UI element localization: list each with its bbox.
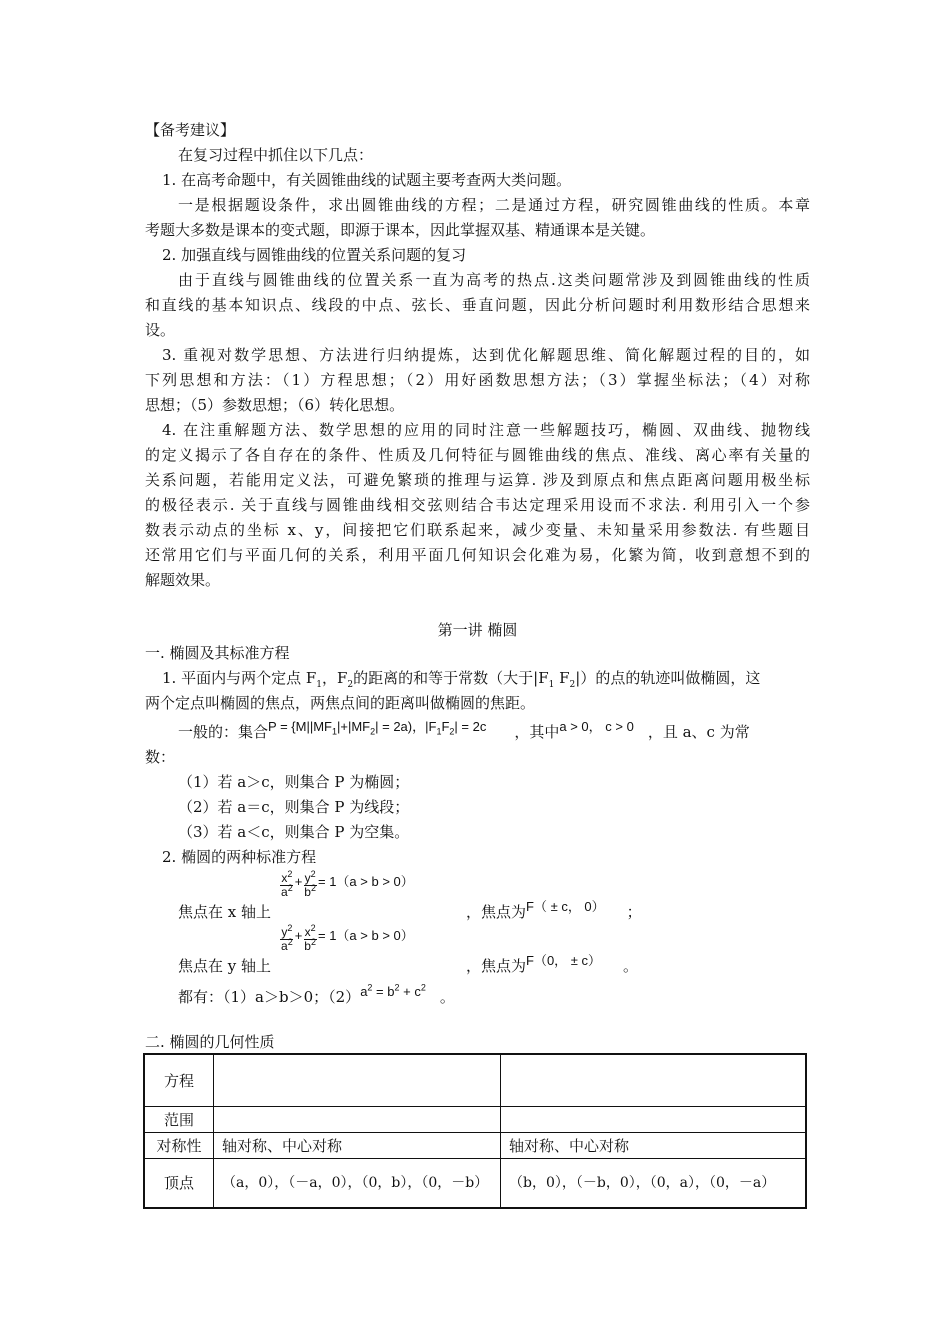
point4-line: 的极径表示. 关于直线与圆锥曲线相交弦则结合韦达定理采用设而不求法. 利用引入一个参 [145,496,810,514]
x-axis-ellipse-equation: $\frac{x^2}{a^2}$ + $\frac{y^2}{b^2}$ $^{= 1(a > b > 0)}$ [281,869,414,899]
condition-formula: a > 0， c > 0 [559,719,634,734]
y-axis-ellipse-equation: $\frac{y^2}{a^2}$ + $\frac{x^2}{b^2}$ $^{= 1(a > b > 0)}$ [281,923,414,953]
part2-heading: 二. 椭圆的几何性质 [145,1033,275,1051]
point3-line: 3. 重视对数学思想、方法进行归纳提炼，达到优化解题思维、简化解题过程的目的，如 [162,346,810,364]
table-cell [214,1106,501,1132]
lecture-title: 第一讲 椭圆 [437,621,518,639]
point4-line: 解题效果。 [145,571,221,589]
section-heading: 【备考建议】 [145,121,236,139]
y-fraction: $\frac{y^2}{b^2}$ [304,869,316,899]
row-label: 方程 [144,1054,214,1106]
point2-body-line: 由于直线与圆锥曲线的位置关系一直为高考的热点.这类问题常涉及到圆锥曲线的性质 [178,271,810,289]
y-axis-focus: ，焦点为F（0， ± c） 。 [466,953,639,975]
point4-line: 数表示动点的坐标 x、y，间接把它们联系起来，减少变量、未知量采用参数法. 有些题目 [145,521,810,539]
row-label: 顶点 [144,1158,214,1208]
table-cell [501,1054,807,1106]
table-cell: （b，0），（－b，0），（0，a），（0，－a） [501,1158,807,1208]
point2-body-line: 和直线的基本知识点、线段的中点、弦长、垂直问题，因此分析问题时利用数形结合思想来 [145,296,810,314]
point2-title: 2. 加强直线与圆锥曲线的位置关系问题的复习 [162,246,467,264]
table-cell [214,1054,501,1106]
ellipse-properties-table [143,1053,807,1209]
general-definition-end: 数： [145,748,176,766]
point4-line: 还常用它们与平面几何的关系，利用平面几何知识会化难为易，化繁为简，收到意想不到的 [145,546,810,564]
point1-title: 1. 在高考命题中，有关圆锥曲线的试题主要考查两大类问题。 [162,171,572,189]
table-row [144,1106,806,1132]
point1-body-line: 考题大多数是课本的变式题，即源于课本，因此掌握双基、精通课本是关键。 [145,221,656,239]
case-item: （3）若 a＜c，则集合 P 为空集。 [178,823,410,841]
case-item: （1）若 a＞c，则集合 P 为椭圆； [178,773,410,791]
point4-line: 关系问题，若能用定义法，可避免繁琐的推理与运算. 涉及到原点和焦点距离问题用极坐标 [145,471,810,489]
table-cell: 轴对称、中心对称 [501,1132,807,1158]
table-cell [501,1106,807,1132]
y-fraction: $\frac{y^2}{a^2}$ [281,923,293,953]
table-cell: （a，0），（－a，0），（0，b），（0，－b） [214,1158,501,1208]
abc-relation: $a^2 = b^2 + c^2$ [360,982,426,999]
point3-line: 思想；（5）参数思想；（6）转化思想。 [145,396,405,414]
x-fraction: $\frac{x^2}{a^2}$ [281,869,293,899]
general-definition: 一般的：集合$P = \{M||MF_1|+|MF_2| = 2a)$，$|F_1F_2| = 2c$ ，其中a > 0， c > 0 ，且 a、c 为常 [178,719,750,741]
row-label: 对称性 [144,1132,214,1158]
point4-line: 4. 在注重解题方法、数学思想的应用的同时注意一些解题技巧，椭圆、双曲线、抛物线 [162,421,810,439]
x-axis-equation-line: 焦点在 x 轴上 [178,903,271,921]
x-fraction: $\frac{x^2}{b^2}$ [304,923,316,953]
table-row [144,1054,806,1106]
common-property: 都有：（1）a＞b＞0；$(2)a^2 = b^2 + c^2$。 [178,982,455,1006]
definition-line-1: 1. 平面内与两个定点 $F_1$，$F_2$的距离的和等于常数（大于$|F_1$ $F_2|$）的点的轨迹叫做椭圆，这 [162,669,761,690]
intro-text: 在复习过程中抓住以下几点： [178,146,374,164]
set-formula: $P = \{M||MF_1|+|MF_2| = 2a)$，$|F_1F_2| = 2c$ [268,719,487,737]
row-label: 范围 [144,1106,214,1132]
part1-heading: 一. 椭圆及其标准方程 [145,644,290,662]
point3-line: 下列思想和方法：（1）方程思想；（2）用好函数思想方法；（3）掌握坐标法；（4）对称 [145,371,810,389]
table-row [144,1132,806,1158]
table-row [144,1158,806,1208]
point1-body-line: 一是根据题设条件，求出圆锥曲线的方程；二是通过方程，研究圆锥曲线的性质。本章 [178,196,810,214]
point4-line: 的定义揭示了各自存在的条件、性质及几何特征与圆锥曲线的焦点、准线、离心率有关量的 [145,446,810,464]
standard-equation-title: 2. 椭圆的两种标准方程 [162,848,317,866]
point2-body-line: 设。 [145,321,176,339]
x-axis-focus: ，焦点为F（ ± c， 0） ； [466,899,642,921]
definition-line-2: 两个定点叫椭圆的焦点，两焦点间的距离叫做椭圆的焦距。 [145,694,536,712]
case-item: （2）若 a＝c，则集合 P 为线段； [178,798,410,816]
table-cell: 轴对称、中心对称 [214,1132,501,1158]
y-axis-equation-line: 焦点在 y 轴上 [178,957,272,975]
